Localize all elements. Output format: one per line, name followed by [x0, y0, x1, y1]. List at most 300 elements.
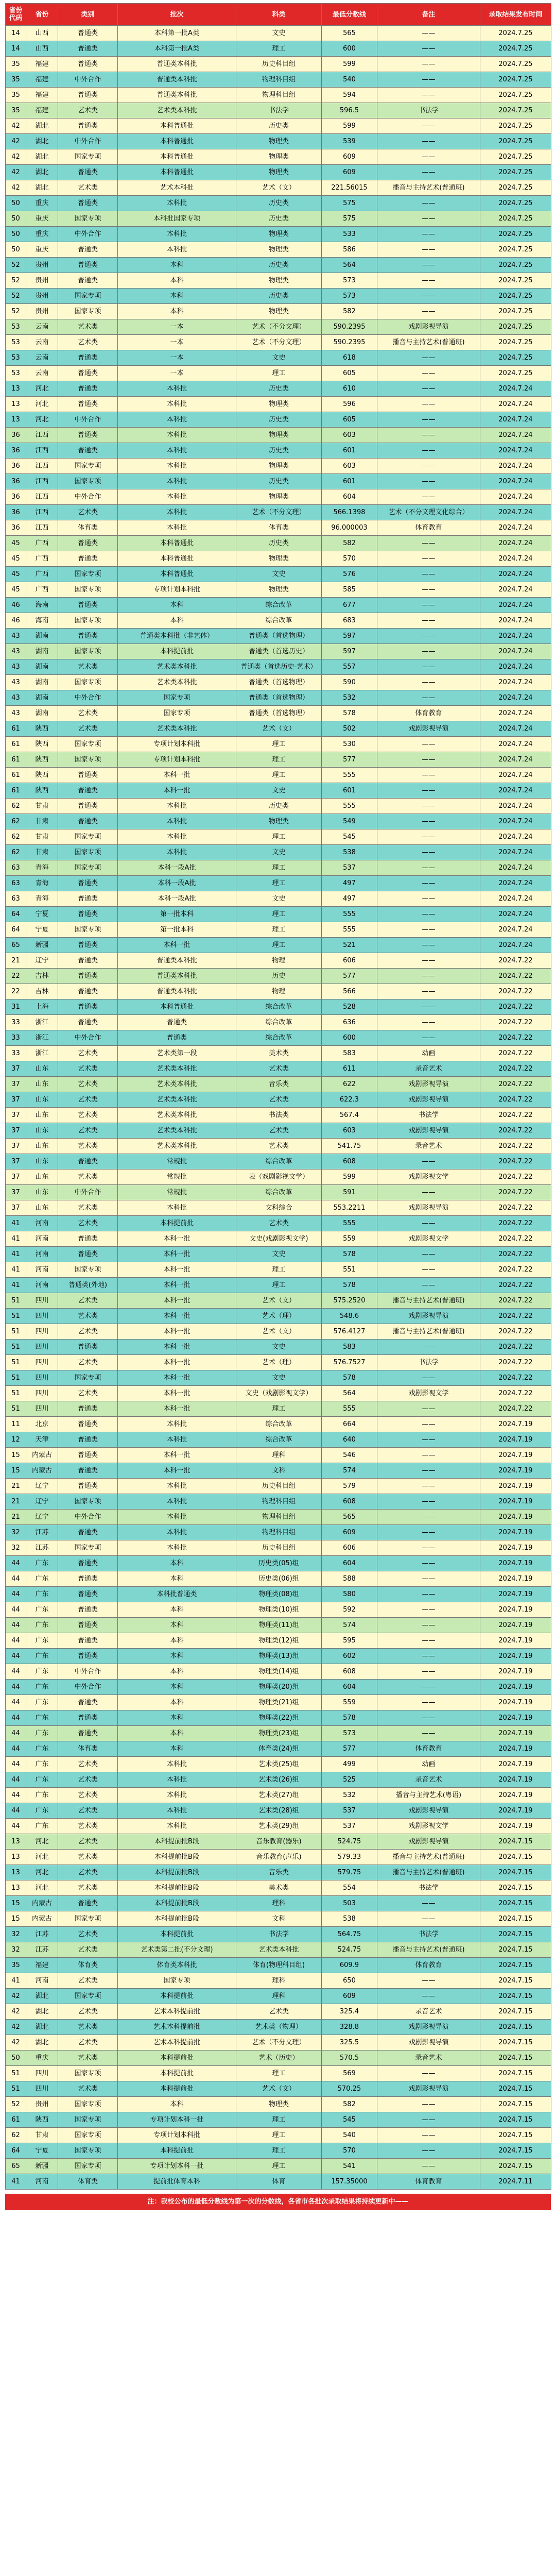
cell-subject-type: 理工	[236, 752, 322, 768]
table-row	[6, 1216, 551, 1231]
cell-batch: 本科	[118, 598, 236, 613]
cell-remark: 书法学	[377, 1927, 480, 1942]
cell-province: 内蒙古	[26, 1448, 58, 1463]
cell-release-date: 2024.7.25	[480, 72, 551, 88]
table-row	[6, 72, 551, 88]
cell-category: 普通类	[58, 1602, 118, 1618]
table-row	[6, 860, 551, 876]
cell-category: 艺术类	[58, 1819, 118, 1834]
cell-subject-type: 物理类	[236, 428, 322, 443]
table-row	[6, 1355, 551, 1370]
cell-category: 艺术类	[58, 1216, 118, 1231]
cell-category: 艺术类	[58, 505, 118, 520]
cell-province-code: 37	[6, 1108, 26, 1123]
cell-subject-type: 历史类	[236, 536, 322, 551]
cell-release-date: 2024.7.25	[480, 319, 551, 335]
cell-subject-type: 理工	[236, 922, 322, 938]
cell-remark: ——	[377, 829, 480, 845]
cell-batch: 本科批	[118, 474, 236, 489]
cell-remark: ——	[377, 1710, 480, 1726]
cell-province-code: 33	[6, 1015, 26, 1030]
table-row	[6, 165, 551, 180]
cell-min-score: 503	[322, 1896, 377, 1911]
cell-release-date: 2024.7.24	[480, 876, 551, 891]
cell-release-date: 2024.7.22	[480, 984, 551, 999]
cell-batch: 本科一批	[118, 1309, 236, 1324]
cell-subject-type: 物理类	[236, 397, 322, 412]
cell-batch: 普通类本科批	[118, 969, 236, 984]
cell-province-code: 45	[6, 551, 26, 567]
cell-remark: ——	[377, 1540, 480, 1556]
cell-subject-type: 文史	[236, 1247, 322, 1262]
cell-remark: ——	[377, 752, 480, 768]
cell-release-date: 2024.7.24	[480, 845, 551, 860]
cell-min-score: 502	[322, 721, 377, 737]
cell-category: 国家专项	[58, 289, 118, 304]
cell-province-code: 51	[6, 2066, 26, 2081]
table-row	[6, 598, 551, 613]
cell-remark: ——	[377, 1247, 480, 1262]
cell-category: 国家专项	[58, 675, 118, 690]
cell-batch: 普通类本科批	[118, 953, 236, 969]
cell-remark: ——	[377, 2128, 480, 2143]
cell-remark: 播音与主持艺术(普通班)	[377, 1293, 480, 1309]
cell-release-date: 2024.7.24	[480, 659, 551, 675]
cell-subject-type: 物理类	[236, 304, 322, 319]
cell-province: 河北	[26, 1834, 58, 1850]
cell-subject-type: 物理类	[236, 242, 322, 258]
cell-batch: 本科一批	[118, 1324, 236, 1340]
cell-province: 福建	[26, 103, 58, 118]
cell-batch: 本科批	[118, 242, 236, 258]
cell-batch: 艺术类第一段	[118, 1046, 236, 1061]
cell-category: 国家专项	[58, 304, 118, 319]
table-row	[6, 953, 551, 969]
table-row	[6, 1262, 551, 1278]
table-row	[6, 1340, 551, 1355]
cell-remark: ——	[377, 26, 480, 41]
cell-remark: ——	[377, 459, 480, 474]
cell-batch: 国家专项	[118, 1973, 236, 1989]
cell-province: 江苏	[26, 1540, 58, 1556]
cell-min-score: 157.35000	[322, 2174, 377, 2190]
cell-release-date: 2024.7.25	[480, 227, 551, 242]
cell-release-date: 2024.7.15	[480, 2143, 551, 2159]
table-row	[6, 1571, 551, 1587]
cell-release-date: 2024.7.19	[480, 1819, 551, 1834]
cell-release-date: 2024.7.15	[480, 1958, 551, 1973]
cell-min-score: 579.33	[322, 1850, 377, 1865]
cell-release-date: 2024.7.24	[480, 505, 551, 520]
cell-remark: ——	[377, 1911, 480, 1927]
cell-release-date: 2024.7.19	[480, 1525, 551, 1540]
cell-remark: ——	[377, 876, 480, 891]
cell-category: 艺术类	[58, 1927, 118, 1942]
cell-remark: 戏剧影视文学	[377, 1231, 480, 1247]
cell-province-code: 62	[6, 829, 26, 845]
cell-province-code: 37	[6, 1185, 26, 1200]
cell-min-score: 573	[322, 289, 377, 304]
cell-province: 河南	[26, 1216, 58, 1231]
cell-subject-type: 历史类	[236, 381, 322, 397]
cell-province: 湖北	[26, 118, 58, 134]
cell-remark: ——	[377, 1494, 480, 1510]
cell-province-code: 33	[6, 1030, 26, 1046]
cell-min-score: 559	[322, 1695, 377, 1710]
cell-province-code: 37	[6, 1061, 26, 1077]
table-row	[6, 350, 551, 366]
cell-province: 四川	[26, 1355, 58, 1370]
cell-subject-type: 理科	[236, 1973, 322, 1989]
cell-subject-type: 艺术（文）	[236, 2081, 322, 2097]
cell-province-code: 64	[6, 907, 26, 922]
cell-province-code: 65	[6, 2159, 26, 2174]
cell-release-date: 2024.7.22	[480, 1077, 551, 1092]
cell-province-code: 33	[6, 1046, 26, 1061]
table-row	[6, 551, 551, 567]
cell-province-code: 41	[6, 1278, 26, 1293]
cell-province: 广东	[26, 1633, 58, 1649]
cell-min-score: 609	[322, 1989, 377, 2004]
cell-province: 四川	[26, 1340, 58, 1355]
table-row	[6, 2081, 551, 2097]
cell-subject-type: 物理科目组	[236, 1525, 322, 1540]
cell-subject-type: 艺术（不分文理）	[236, 335, 322, 350]
cell-batch: 普通类	[118, 1015, 236, 1030]
cell-remark: ——	[377, 536, 480, 551]
cell-category: 国家专项	[58, 2112, 118, 2128]
cell-batch: 艺术本科提前批	[118, 2020, 236, 2035]
cell-subject-type: 物理类	[236, 2097, 322, 2112]
cell-release-date: 2024.7.22	[480, 1247, 551, 1262]
cell-release-date: 2024.7.19	[480, 1695, 551, 1710]
table-row	[6, 2097, 551, 2112]
cell-subject-type: 书法类	[236, 1108, 322, 1123]
cell-batch: 本科提前批	[118, 2050, 236, 2066]
cell-province-code: 44	[6, 1602, 26, 1618]
cell-category: 中外合作	[58, 72, 118, 88]
table-row	[6, 57, 551, 72]
cell-category: 普通类	[58, 629, 118, 644]
cell-batch: 本科批	[118, 829, 236, 845]
cell-subject-type: 物理类(14)组	[236, 1664, 322, 1680]
cell-batch: 本科批	[118, 1510, 236, 1525]
cell-batch: 本科一批	[118, 1401, 236, 1417]
cell-province-code: 13	[6, 1834, 26, 1850]
table-row	[6, 1123, 551, 1139]
cell-min-score: 541.75	[322, 1139, 377, 1154]
cell-province: 广东	[26, 1819, 58, 1834]
cell-province-code: 21	[6, 1510, 26, 1525]
cell-subject-type: 艺术类	[236, 1061, 322, 1077]
cell-province-code: 21	[6, 1494, 26, 1510]
cell-province: 江西	[26, 505, 58, 520]
cell-category: 普通类	[58, 1401, 118, 1417]
cell-batch: 本科一段A批	[118, 876, 236, 891]
cell-province: 四川	[26, 2066, 58, 2081]
cell-province: 河北	[26, 397, 58, 412]
cell-subject-type: 综合改革	[236, 598, 322, 613]
cell-release-date: 2024.7.22	[480, 1262, 551, 1278]
cell-category: 普通类	[58, 1340, 118, 1355]
cell-province-code: 43	[6, 690, 26, 706]
cell-min-score: 664	[322, 1417, 377, 1432]
cell-category: 普通类	[58, 536, 118, 551]
cell-remark: ——	[377, 1216, 480, 1231]
cell-category: 中外合作	[58, 227, 118, 242]
cell-remark: ——	[377, 41, 480, 57]
cell-batch: 本科提前批	[118, 644, 236, 659]
table-row	[6, 103, 551, 118]
cell-category: 艺术类	[58, 1834, 118, 1850]
cell-remark: ——	[377, 412, 480, 428]
cell-batch: 专项计划本科批	[118, 752, 236, 768]
cell-release-date: 2024.7.22	[480, 1340, 551, 1355]
cell-remark: 录音艺术	[377, 2004, 480, 2020]
table-body	[6, 26, 551, 2190]
cell-province: 江西	[26, 443, 58, 459]
cell-province-code: 22	[6, 984, 26, 999]
cell-category: 艺术类	[58, 180, 118, 196]
cell-release-date: 2024.7.25	[480, 165, 551, 180]
cell-province-code: 52	[6, 304, 26, 319]
cell-remark: 体育教育	[377, 706, 480, 721]
cell-province: 河南	[26, 1247, 58, 1262]
cell-min-score: 576.7527	[322, 1355, 377, 1370]
cell-category: 普通类	[58, 876, 118, 891]
cell-remark: ——	[377, 443, 480, 459]
cell-min-score: 548.6	[322, 1309, 377, 1324]
cell-category: 普通类	[58, 814, 118, 829]
cell-release-date: 2024.7.24	[480, 613, 551, 629]
table-row	[6, 1618, 551, 1633]
table-row	[6, 227, 551, 242]
cell-category: 普通类	[58, 1015, 118, 1030]
cell-province-code: 44	[6, 1664, 26, 1680]
cell-province-code: 42	[6, 2035, 26, 2050]
table-row	[6, 938, 551, 953]
cell-release-date: 2024.7.15	[480, 2004, 551, 2020]
cell-remark: ——	[377, 1896, 480, 1911]
cell-province-code: 63	[6, 860, 26, 876]
cell-category: 普通类	[58, 381, 118, 397]
cell-subject-type: 艺术（文）	[236, 721, 322, 737]
cell-province: 贵州	[26, 258, 58, 273]
cell-min-score: 497	[322, 891, 377, 907]
cell-release-date: 2024.7.15	[480, 1973, 551, 1989]
cell-province: 山东	[26, 1123, 58, 1139]
cell-min-score: 590	[322, 675, 377, 690]
cell-min-score: 570	[322, 2143, 377, 2159]
cell-min-score: 537	[322, 1819, 377, 1834]
cell-release-date: 2024.7.25	[480, 242, 551, 258]
cell-subject-type: 艺术类(25)组	[236, 1757, 322, 1772]
cell-province: 山东	[26, 1185, 58, 1200]
cell-remark: ——	[377, 1015, 480, 1030]
cell-subject-type: 历史科目组	[236, 57, 322, 72]
table-row	[6, 1278, 551, 1293]
cell-province: 甘肃	[26, 845, 58, 860]
cell-category: 艺术类	[58, 1850, 118, 1865]
cell-province: 广东	[26, 1556, 58, 1571]
cell-min-score: 592	[322, 1602, 377, 1618]
cell-province-code: 45	[6, 567, 26, 582]
cell-batch: 本科批	[118, 845, 236, 860]
cell-province: 河南	[26, 1973, 58, 1989]
cell-province-code: 37	[6, 1123, 26, 1139]
cell-province: 辽宁	[26, 953, 58, 969]
cell-remark: 戏剧影视导演	[377, 1123, 480, 1139]
cell-province: 河北	[26, 381, 58, 397]
cell-batch: 本科提前批	[118, 1927, 236, 1942]
cell-release-date: 2024.7.24	[480, 675, 551, 690]
cell-batch: 普通类本科批	[118, 984, 236, 999]
cell-batch: 本科普通批	[118, 999, 236, 1015]
cell-batch: 本科批	[118, 1479, 236, 1494]
cell-release-date: 2024.7.24	[480, 381, 551, 397]
cell-release-date: 2024.7.24	[480, 582, 551, 598]
cell-category: 艺术类	[58, 103, 118, 118]
cell-category: 普通类	[58, 1726, 118, 1741]
cell-province-code: 41	[6, 1973, 26, 1989]
cell-batch: 本科一段A批	[118, 891, 236, 907]
cell-province-code: 41	[6, 1262, 26, 1278]
cell-min-score: 578	[322, 1710, 377, 1726]
cell-province: 四川	[26, 1309, 58, 1324]
cell-release-date: 2024.7.15	[480, 2097, 551, 2112]
cell-category: 国家专项	[58, 845, 118, 860]
cell-remark: ——	[377, 2066, 480, 2081]
cell-release-date: 2024.7.22	[480, 1401, 551, 1417]
cell-category: 普通类	[58, 1479, 118, 1494]
cell-release-date: 2024.7.24	[480, 397, 551, 412]
cell-min-score: 602	[322, 1649, 377, 1664]
table-row	[6, 2004, 551, 2020]
cell-province: 甘肃	[26, 799, 58, 814]
cell-min-score: 582	[322, 304, 377, 319]
cell-remark: ——	[377, 1649, 480, 1664]
cell-release-date: 2024.7.24	[480, 489, 551, 505]
cell-province: 山东	[26, 1139, 58, 1154]
cell-release-date: 2024.7.24	[480, 644, 551, 659]
cell-subject-type: 物理类(08)组	[236, 1587, 322, 1602]
cell-batch: 本科第一批A类	[118, 26, 236, 41]
cell-province: 海南	[26, 613, 58, 629]
cell-release-date: 2024.7.24	[480, 768, 551, 783]
cell-min-score: 596	[322, 397, 377, 412]
cell-release-date: 2024.7.25	[480, 273, 551, 289]
table-row	[6, 1494, 551, 1510]
table-row	[6, 134, 551, 149]
cell-remark: 戏剧影视文学	[377, 1386, 480, 1401]
cell-category: 艺术类	[58, 1973, 118, 1989]
cell-release-date: 2024.7.22	[480, 1154, 551, 1170]
cell-release-date: 2024.7.19	[480, 1602, 551, 1618]
cell-subject-type: 艺术类(26)组	[236, 1772, 322, 1788]
cell-remark: ——	[377, 88, 480, 103]
cell-subject-type: 艺术类(28)组	[236, 1803, 322, 1819]
cell-release-date: 2024.7.19	[480, 1788, 551, 1803]
cell-province-code: 41	[6, 2174, 26, 2190]
cell-release-date: 2024.7.22	[480, 1231, 551, 1247]
table-row	[6, 752, 551, 768]
cell-subject-type: 体育类	[236, 520, 322, 536]
cell-batch: 普通类	[118, 1030, 236, 1046]
table-row	[6, 1170, 551, 1185]
cell-release-date: 2024.7.19	[480, 1556, 551, 1571]
cell-remark: 戏剧影视导演	[377, 2035, 480, 2050]
cell-province-code: 35	[6, 103, 26, 118]
cell-subject-type: 艺术类	[236, 1123, 322, 1139]
cell-remark: ——	[377, 1401, 480, 1417]
cell-batch: 艺术类本科批	[118, 1077, 236, 1092]
cell-province: 山西	[26, 41, 58, 57]
cell-category: 艺术类	[58, 2020, 118, 2035]
cell-province-code: 51	[6, 1293, 26, 1309]
table-row	[6, 1139, 551, 1154]
cell-remark: 戏剧影视文学	[377, 1819, 480, 1834]
cell-batch: 本科批	[118, 1819, 236, 1834]
cell-province-code: 44	[6, 1741, 26, 1757]
cell-province: 重庆	[26, 227, 58, 242]
cell-subject-type: 文史（戏剧影视文学）	[236, 1386, 322, 1401]
cell-release-date: 2024.7.15	[480, 2020, 551, 2035]
cell-release-date: 2024.7.19	[480, 1540, 551, 1556]
cell-min-score: 605	[322, 412, 377, 428]
table-row	[6, 428, 551, 443]
cell-batch: 艺术类本科批	[118, 103, 236, 118]
cell-category: 体育类	[58, 2174, 118, 2190]
cell-remark: ——	[377, 304, 480, 319]
cell-category: 国家专项	[58, 737, 118, 752]
cell-subject-type: 物理类	[236, 227, 322, 242]
cell-subject-type: 物理类	[236, 814, 322, 829]
cell-remark: ——	[377, 1278, 480, 1293]
cell-subject-type: 综合改革	[236, 1154, 322, 1170]
cell-batch: 本科一批	[118, 1463, 236, 1479]
score-table-sheet	[5, 3, 551, 2210]
table-row	[6, 1973, 551, 1989]
cell-remark: ——	[377, 118, 480, 134]
cell-subject-type: 物理科目组	[236, 72, 322, 88]
cell-category: 国家专项	[58, 644, 118, 659]
cell-category: 艺术类	[58, 1061, 118, 1077]
cell-province: 山东	[26, 1092, 58, 1108]
cell-batch: 本科批	[118, 443, 236, 459]
cell-subject-type: 音乐类	[236, 1865, 322, 1880]
cell-batch: 本科批	[118, 1757, 236, 1772]
cell-category: 中外合作	[58, 412, 118, 428]
table-row	[6, 984, 551, 999]
cell-province: 湖南	[26, 629, 58, 644]
cell-batch: 本科	[118, 1602, 236, 1618]
cell-province-code: 44	[6, 1788, 26, 1803]
cell-min-score: 555	[322, 922, 377, 938]
cell-province-code: 32	[6, 1525, 26, 1540]
cell-release-date: 2024.7.22	[480, 999, 551, 1015]
cell-remark: 录音艺术	[377, 2050, 480, 2066]
cell-remark: ——	[377, 1973, 480, 1989]
table-row	[6, 706, 551, 721]
cell-min-score: 537	[322, 1803, 377, 1819]
cell-category: 艺术类	[58, 1757, 118, 1772]
cell-category: 国家专项	[58, 582, 118, 598]
cell-release-date: 2024.7.22	[480, 1030, 551, 1046]
cell-min-score: 597	[322, 644, 377, 659]
cell-remark: ——	[377, 1989, 480, 2004]
cell-release-date: 2024.7.24	[480, 520, 551, 536]
cell-category: 普通类	[58, 768, 118, 783]
